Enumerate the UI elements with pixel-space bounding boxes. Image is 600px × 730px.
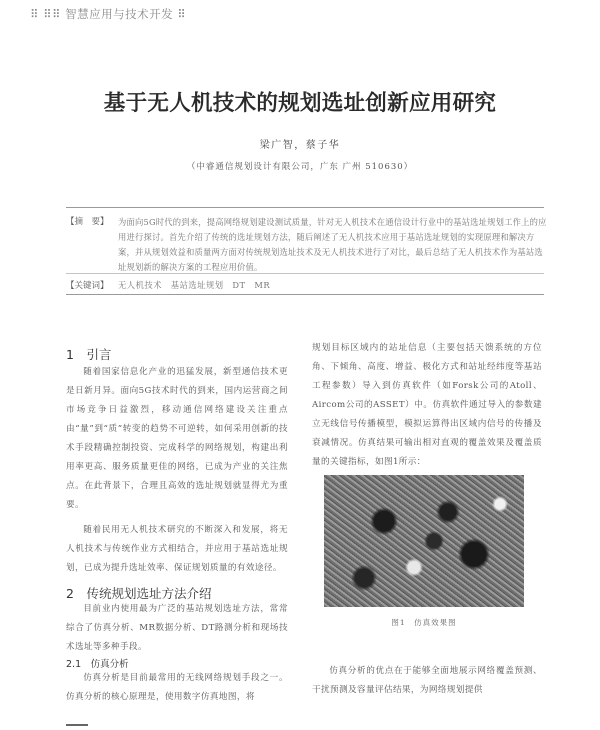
footer-mark xyxy=(66,724,88,726)
keywords-label: 【关键词】 xyxy=(66,281,109,291)
paragraph: 规划目标区域内的站址信息（主要包括天馈系统的方位角、下倾角、高度、增益、极化方式和站址经纬度等基站工程参数）导入到仿真软件（如Forsk公司的Atoll、Aircom公司的ASSET）中。仿真软件通过导入的参数建立无线信号传播模型，模拟运算得出区域内信号的传播及衰减情况。仿真结果可输出相对直观的覆盖效果及覆盖质量的关键指标，如图1所示： xyxy=(312,343,542,467)
right-column-body xyxy=(312,339,542,472)
subsection-2-1-heading: 2.1 仿真分析 xyxy=(66,659,129,670)
simulation-figure-image xyxy=(324,475,524,607)
article-title: 基于无人机技术的规划选址创新应用研究 xyxy=(103,91,497,116)
paragraph: 目前业内使用最为广泛的基站规划选址方法，常常综合了仿真分析、MR数据分析、DT路测分析和现场技术选址等多种手段。 xyxy=(66,604,288,652)
abstract-bottom-rule xyxy=(66,294,544,295)
abstract-label: 【摘 要】 xyxy=(66,217,109,227)
section-1-heading: 1 引言 xyxy=(66,347,112,362)
paragraph: 仿真分析的优点在于能够全面地展示网络覆盖预测、干扰预测及容量评估结果，为网络规划提供 xyxy=(312,666,542,695)
paragraph: 随着民用无人机技术研究的不断深入和发展，将无人机技术与传统作业方式相结合，并应用于基站选址规划，已成为提升选址效率、保证规划质量的有效途径。 xyxy=(66,525,288,573)
abstract-top-rule xyxy=(66,207,544,208)
abstract-divider xyxy=(66,273,544,274)
authors: 梁广智，蔡子华 xyxy=(259,140,341,151)
section-2-heading: 2 传统规划选址方法介绍 xyxy=(66,586,212,601)
paragraph: 随着国家信息化产业的迅猛发展，新型通信技术更是日新月异。面向5G技术时代的到来，国内运营商之间市场竞争日益激烈，移动通信网络建设关注重点由“量”到“质”转变的趋势不可逆转，如何采用创新的技术手段精确控制投资、完成科学的网络规划，构建出利用率更高、服务质量更佳的网络，已成为产业的关注焦点。在此背景下，合理且高效的选址规划就显得尤为重要。 xyxy=(66,367,288,510)
right-column-continued xyxy=(312,662,542,700)
section-1-body xyxy=(66,363,288,578)
subsection-2-1-body xyxy=(66,669,288,707)
affiliation: （中睿通信规划设计有限公司，广东 广州 510630） xyxy=(186,162,414,172)
paragraph: 仿真分析是目前最常用的无线网络规划手段之一。仿真分析的核心原理是，使用数字仿真地图，将 xyxy=(66,673,288,702)
figure-caption: 图1 仿真效果图 xyxy=(391,618,457,627)
section-2-body xyxy=(66,600,288,657)
keywords-text: 无人机技术 基站选址规划 DT MR xyxy=(118,280,271,290)
abstract-text: 为面向5G时代的到来，提高网络规划建设测试质量，针对无人机技术在通信设计行业中的基站选址规划工作上的应用进行探讨。首先介绍了传统的选址规划方法，随后阐述了无人机技术应用于基站选址规划的实现原理和解决方案，并从规划效益和质量两方面对传统规划选址技术及无人机技术进行了对比，最后总结了无人机技术作为基站选址规划新的解决方案的工程应用价值。 xyxy=(118,217,547,272)
section-header: ⠿ ⠿⠿ 智慧应用与技术开发 ⠿ xyxy=(30,7,187,21)
